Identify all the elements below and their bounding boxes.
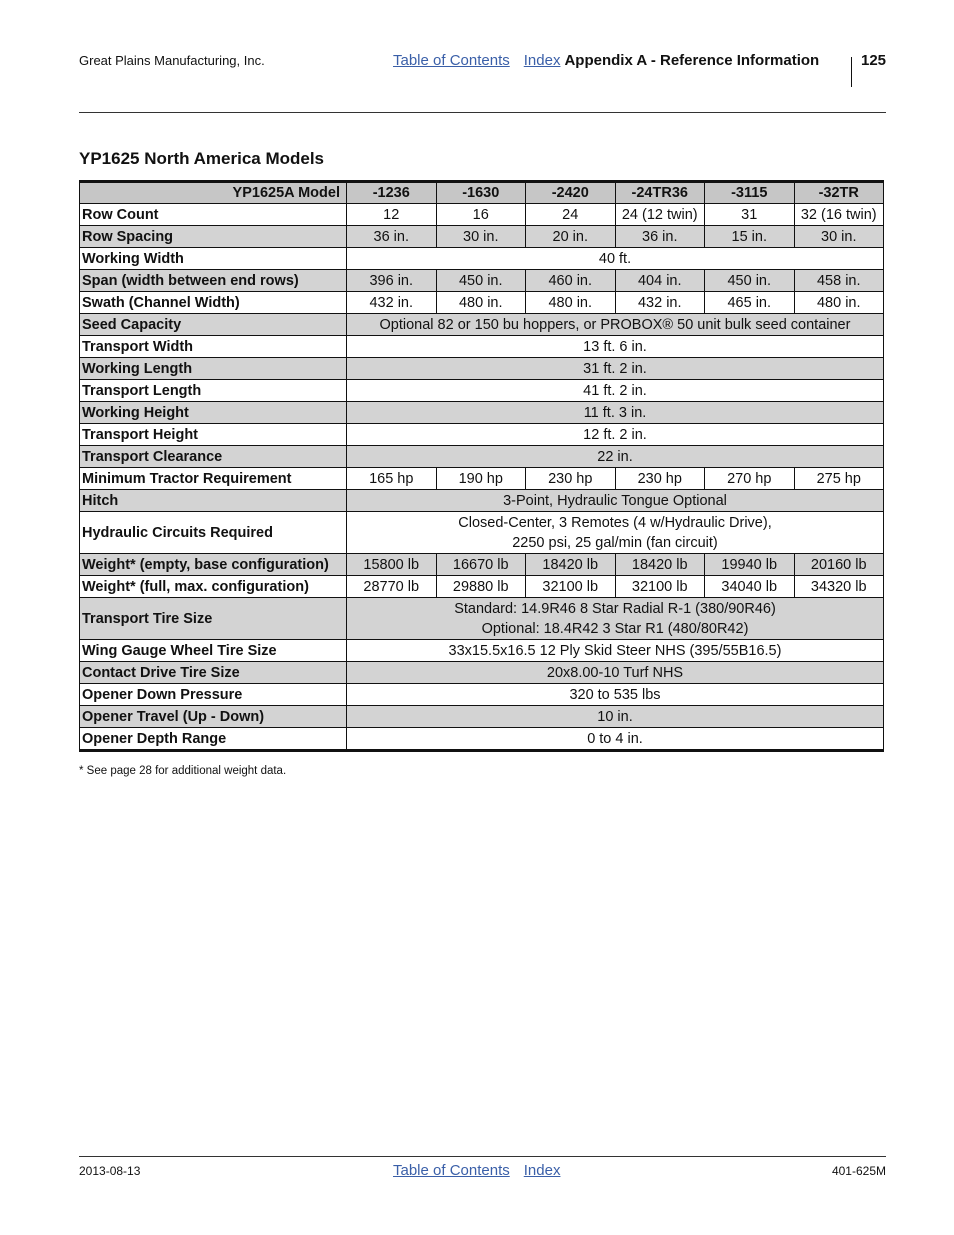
- table-cell: 270 hp: [705, 468, 795, 490]
- table-cell: 396 in.: [347, 270, 437, 292]
- table-row: [80, 468, 884, 490]
- row-label: Transport Height: [80, 424, 347, 446]
- table-cell: 36 in.: [347, 226, 437, 248]
- table-cell: 12 ft. 2 in.: [347, 424, 884, 446]
- row-label: Working Width: [80, 248, 347, 270]
- table-row: [80, 684, 884, 706]
- table-cell: 20x8.00-10 Turf NHS: [347, 662, 884, 684]
- section-heading: Appendix A - Reference Information: [564, 52, 820, 69]
- header-rule: [79, 112, 886, 113]
- table-cell: 28770 lb: [347, 576, 437, 598]
- row-label: Wing Gauge Wheel Tire Size: [80, 640, 347, 662]
- table-row: [80, 292, 884, 314]
- table-row: [80, 554, 884, 576]
- table-cell: [347, 512, 884, 554]
- table-cell: 15800 lb: [347, 554, 437, 576]
- table-cell: 34040 lb: [705, 576, 795, 598]
- model-cell: -1630: [436, 182, 526, 204]
- table-header-row: [80, 182, 884, 204]
- table-cell: 450 in.: [436, 270, 526, 292]
- table-row: [80, 270, 884, 292]
- page-number: 125: [861, 52, 887, 69]
- table-row: [80, 424, 884, 446]
- row-label: Weight* (empty, base configuration): [80, 554, 347, 576]
- table-row: [80, 336, 884, 358]
- row-label: Minimum Tractor Requirement: [80, 468, 347, 490]
- table-cell: 432 in.: [615, 292, 705, 314]
- model-cell: -3115: [705, 182, 795, 204]
- footer-date: 2013-08-13: [79, 1164, 141, 1178]
- table-cell: 29880 lb: [436, 576, 526, 598]
- table-cell: 30 in.: [794, 226, 884, 248]
- row-label: Swath (Channel Width): [80, 292, 347, 314]
- table-cell: 458 in.: [794, 270, 884, 292]
- table-cell: 16: [436, 204, 526, 226]
- table-cell: 190 hp: [436, 468, 526, 490]
- table-cell: 460 in.: [526, 270, 616, 292]
- row-label: Opener Travel (Up - Down): [80, 706, 347, 728]
- model-cell: -32TR: [794, 182, 884, 204]
- table-cell: 33x15.5x16.5 12 Ply Skid Steer NHS (395/55B16.5): [347, 640, 884, 662]
- table-cell: 30 in.: [436, 226, 526, 248]
- table-row: [80, 204, 884, 226]
- table-cell: 3-Point, Hydraulic Tongue Optional: [347, 490, 884, 512]
- company-name: Great Plains Manufacturing, Inc.: [79, 53, 265, 68]
- table-row: [80, 380, 884, 402]
- table-cell: 20 in.: [526, 226, 616, 248]
- table-cell: 31: [705, 204, 795, 226]
- table-cell: 24: [526, 204, 616, 226]
- table-row: [80, 490, 884, 512]
- table-cell: 36 in.: [615, 226, 705, 248]
- row-label: Weight* (full, max. configuration): [80, 576, 347, 598]
- table-cell: 32 (16 twin): [794, 204, 884, 226]
- row-label: Working Height: [80, 402, 347, 424]
- table-cell: 16670 lb: [436, 554, 526, 576]
- row-label: Opener Down Pressure: [80, 684, 347, 706]
- table-row: [80, 402, 884, 424]
- header-nav: [393, 52, 819, 69]
- table-row: [80, 358, 884, 380]
- index-link[interactable]: Index: [523, 52, 561, 69]
- table-cell: [347, 598, 884, 640]
- table-row: [80, 706, 884, 728]
- table-cell: 31 ft. 2 in.: [347, 358, 884, 380]
- table-cell: 34320 lb: [794, 576, 884, 598]
- header-label: YP1625A Model: [80, 182, 347, 204]
- table-cell: 320 to 535 lbs: [347, 684, 884, 706]
- table-cell: 15 in.: [705, 226, 795, 248]
- model-cell: -2420: [526, 182, 616, 204]
- table-cell: 24 (12 twin): [615, 204, 705, 226]
- footnote: * See page 28 for additional weight data.: [79, 765, 287, 777]
- table-cell: 275 hp: [794, 468, 884, 490]
- table-cell: 18420 lb: [526, 554, 616, 576]
- cell-line: 2250 psi, 25 gal/min (fan circuit): [512, 534, 718, 551]
- table-row: [80, 314, 884, 336]
- table-row: [80, 446, 884, 468]
- row-label: Transport Width: [80, 336, 347, 358]
- row-label: Contact Drive Tire Size: [80, 662, 347, 684]
- table-cell: 40 ft.: [347, 248, 884, 270]
- table-cell: 165 hp: [347, 468, 437, 490]
- table-cell: 0 to 4 in.: [347, 728, 884, 751]
- table-cell: 19940 lb: [705, 554, 795, 576]
- table-row: [80, 576, 884, 598]
- doc-number: 401-625M: [831, 1164, 886, 1178]
- table-cell: 450 in.: [705, 270, 795, 292]
- row-label: Row Spacing: [80, 226, 347, 248]
- table-cell: 12: [347, 204, 437, 226]
- index-link[interactable]: Index: [523, 1162, 561, 1179]
- row-label: Transport Tire Size: [80, 598, 347, 640]
- table-cell: Optional 82 or 150 bu hoppers, or PROBOX® 50 unit bulk seed container: [347, 314, 884, 336]
- table-cell: 22 in.: [347, 446, 884, 468]
- table-row: [80, 248, 884, 270]
- table-cell: 18420 lb: [615, 554, 705, 576]
- table-cell: 230 hp: [526, 468, 616, 490]
- row-label: Span (width between end rows): [80, 270, 347, 292]
- table-cell: 404 in.: [615, 270, 705, 292]
- table-cell: 32100 lb: [615, 576, 705, 598]
- row-label: Opener Depth Range: [80, 728, 347, 751]
- table-cell: 32100 lb: [526, 576, 616, 598]
- cell-line: Standard: 14.9R46 8 Star Radial R-1 (380/90R46): [454, 600, 776, 617]
- toc-link[interactable]: Table of Contents: [393, 52, 510, 69]
- table-cell: 480 in.: [526, 292, 616, 314]
- row-label: Seed Capacity: [80, 314, 347, 336]
- header-divider: [851, 57, 852, 87]
- table-cell: 41 ft. 2 in.: [347, 380, 884, 402]
- footer-nav: [393, 1162, 560, 1179]
- table-cell: 11 ft. 3 in.: [347, 402, 884, 424]
- cell-line: Closed-Center, 3 Remotes (4 w/Hydraulic Drive),: [458, 514, 772, 531]
- row-label: Transport Clearance: [80, 446, 347, 468]
- row-label: Row Count: [80, 204, 347, 226]
- model-cell: -24TR36: [615, 182, 705, 204]
- table-cell: 13 ft. 6 in.: [347, 336, 884, 358]
- row-label: Hitch: [80, 490, 347, 512]
- toc-link[interactable]: Table of Contents: [393, 1162, 510, 1179]
- table-cell: 465 in.: [705, 292, 795, 314]
- table-row: [80, 728, 884, 751]
- table-row: [80, 598, 884, 640]
- table-cell: 230 hp: [615, 468, 705, 490]
- spec-table: [79, 180, 884, 752]
- model-cell: -1236: [347, 182, 437, 204]
- row-label: Working Length: [80, 358, 347, 380]
- table-row: [80, 512, 884, 554]
- table-cell: 10 in.: [347, 706, 884, 728]
- table-cell: 480 in.: [794, 292, 884, 314]
- table-row: [80, 662, 884, 684]
- table-row: [80, 640, 884, 662]
- row-label: Transport Length: [80, 380, 347, 402]
- table-cell: 20160 lb: [794, 554, 884, 576]
- footer-rule: [79, 1156, 886, 1157]
- page-title: YP1625 North America Models: [79, 149, 325, 168]
- table-cell: 432 in.: [347, 292, 437, 314]
- row-label: Hydraulic Circuits Required: [80, 512, 347, 554]
- cell-line: Optional: 18.4R42 3 Star R1 (480/80R42): [481, 620, 749, 637]
- table-row: [80, 226, 884, 248]
- table-cell: 480 in.: [436, 292, 526, 314]
